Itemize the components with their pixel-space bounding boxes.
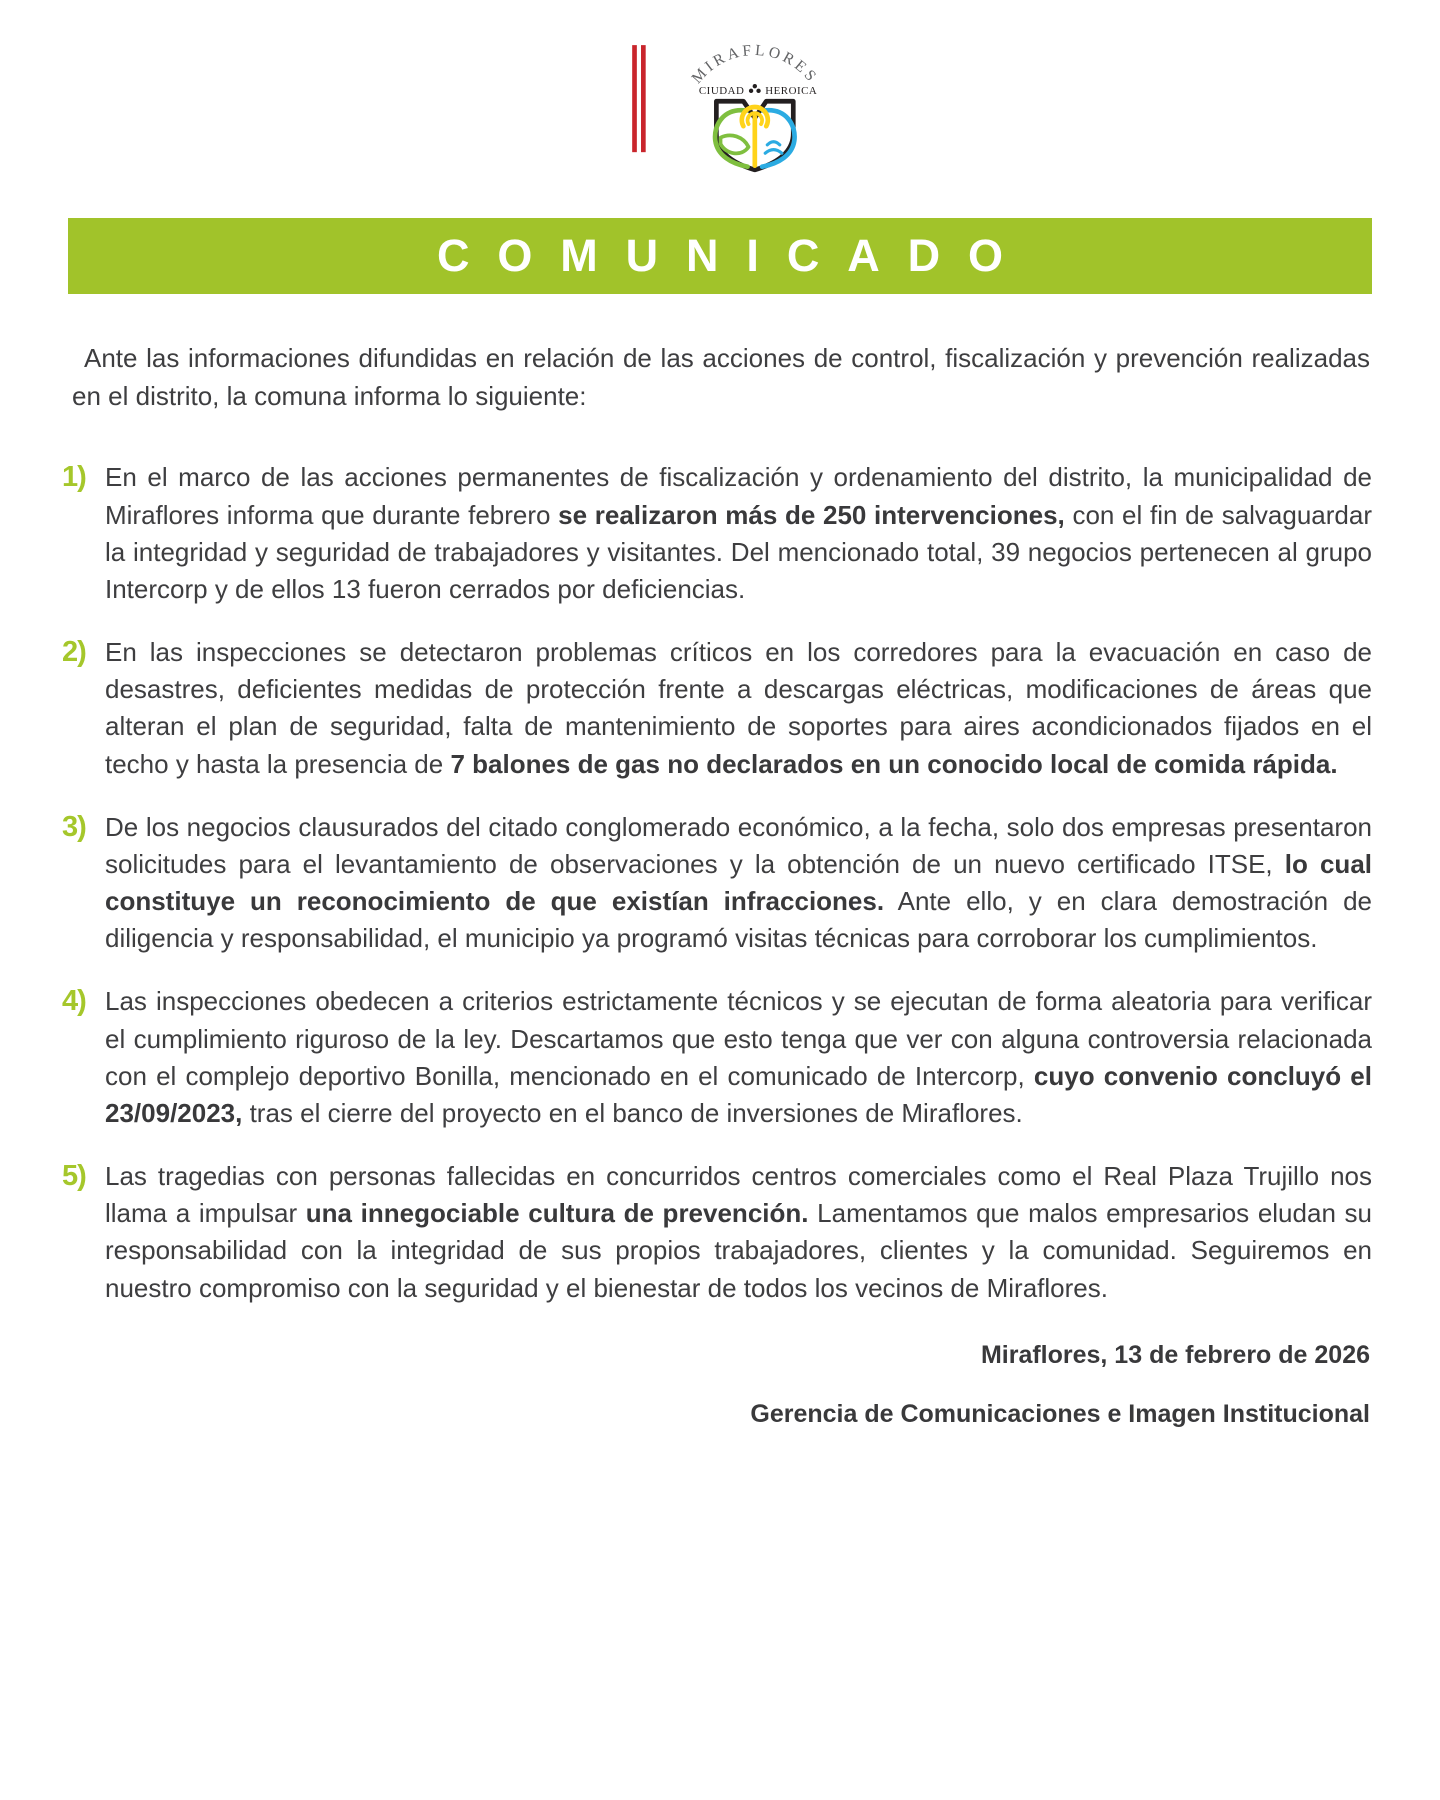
footer-date: Miraflores, 13 de febrero de 2026 (980, 1340, 1370, 1369)
list-item (62, 809, 1372, 958)
tree-dots-icon (749, 84, 761, 93)
item-text: De los negocios clausurados del citado conglomerado económico, a la fecha, solo dos empresas presentaron solicitudes para el levantamiento de observaciones y la obtención de un nuevo certificado ITSE, lo cual constituye un reconocimiento de que existían infracciones. Ante ello, y en clara demostración de diligencia y responsabilidad, el municipio ya programó visitas técnicas para corroborar los cumplimientos. (105, 811, 1373, 954)
footer-signature: Gerencia de Comunicaciones e Imagen Institucional (750, 1399, 1370, 1428)
item-text: Las tragedias con personas fallecidas en concurridos centros comerciales como el Real Plaza Trujillo nos llama a impulsar una innegociable cultura de prevención. Lamentamos que malos empresarios eludan su responsabilidad con la integridad de sus propios trabajadores, clientes y la comunidad. Seguiremos en nuestro compromiso con la seguridad y el bienestar de todos los vecinos de Miraflores. (105, 1161, 1373, 1303)
intro-paragraph: Ante las informaciones difundidas en relación de las acciones de control, fiscalización y prevención realizadas en el distrito, la comuna informa lo siguiente: (72, 343, 1370, 411)
logo-motto-right: HEROICA (765, 84, 818, 97)
communique-list (62, 459, 1372, 1306)
item-number: 3) (62, 810, 86, 843)
miraflores-logo-icon (612, 42, 828, 174)
item-number: 5) (62, 1160, 86, 1193)
item-number: 4) (62, 985, 86, 1018)
comunicado-banner (68, 218, 1372, 294)
list-item (62, 1158, 1372, 1307)
item-text: En el marco de las acciones permanentes de fiscalización y ordenamiento del distrito, la municipalidad de Miraflores informa que durante febrero se realizaron más de 250 intervenciones, con el fin de salvaguardar la integridad y seguridad de trabajadores y visitantes. Del mencionado total, 39 negocios pertenecen al grupo Intercorp y de ellos 13 fueron cerrados por deficiencias. (105, 462, 1373, 604)
footer (0, 1341, 1370, 1429)
banner-title: COMUNICADO (436, 230, 1031, 281)
item-text: Las inspecciones obedecen a criterios estrictamente técnicos y se ejecutan de forma aleatoria para verificar el cumplimiento riguroso de la ley. Descartamos que esto tenga que ver con alguna controversia relacionada con el complejo deportivo Bonilla, mencionado en el comunicado de Intercorp, cuyo convenio concluyó el 23/09/2023, tras el cierre del proyecto en el banco de inversiones de Miraflores. (105, 986, 1372, 1128)
logo-arc-text: MIRAFLORES (688, 42, 822, 87)
logo-motto-left: CIUDAD (698, 84, 745, 97)
list-item (62, 459, 1372, 608)
header-logo (0, 0, 1440, 174)
shield-icon (715, 101, 795, 170)
item-text: En las inspecciones se detectaron problemas críticos en los corredores para la evacuación en caso de desastres, deficientes medidas de protección frente a descargas eléctricas, modificaciones de áreas que alteran el plan de seguridad, falta de mantenimiento de soportes para aires acondicionados fijados en el techo y hasta la presencia de 7 balones de gas no declarados en un conocido local de comida rápida. (105, 637, 1372, 779)
list-item (62, 634, 1372, 783)
red-bar-icon (632, 45, 637, 152)
red-bar-icon (641, 45, 646, 152)
item-number: 2) (62, 636, 86, 669)
item-number: 1) (62, 461, 86, 494)
list-item (62, 983, 1372, 1132)
